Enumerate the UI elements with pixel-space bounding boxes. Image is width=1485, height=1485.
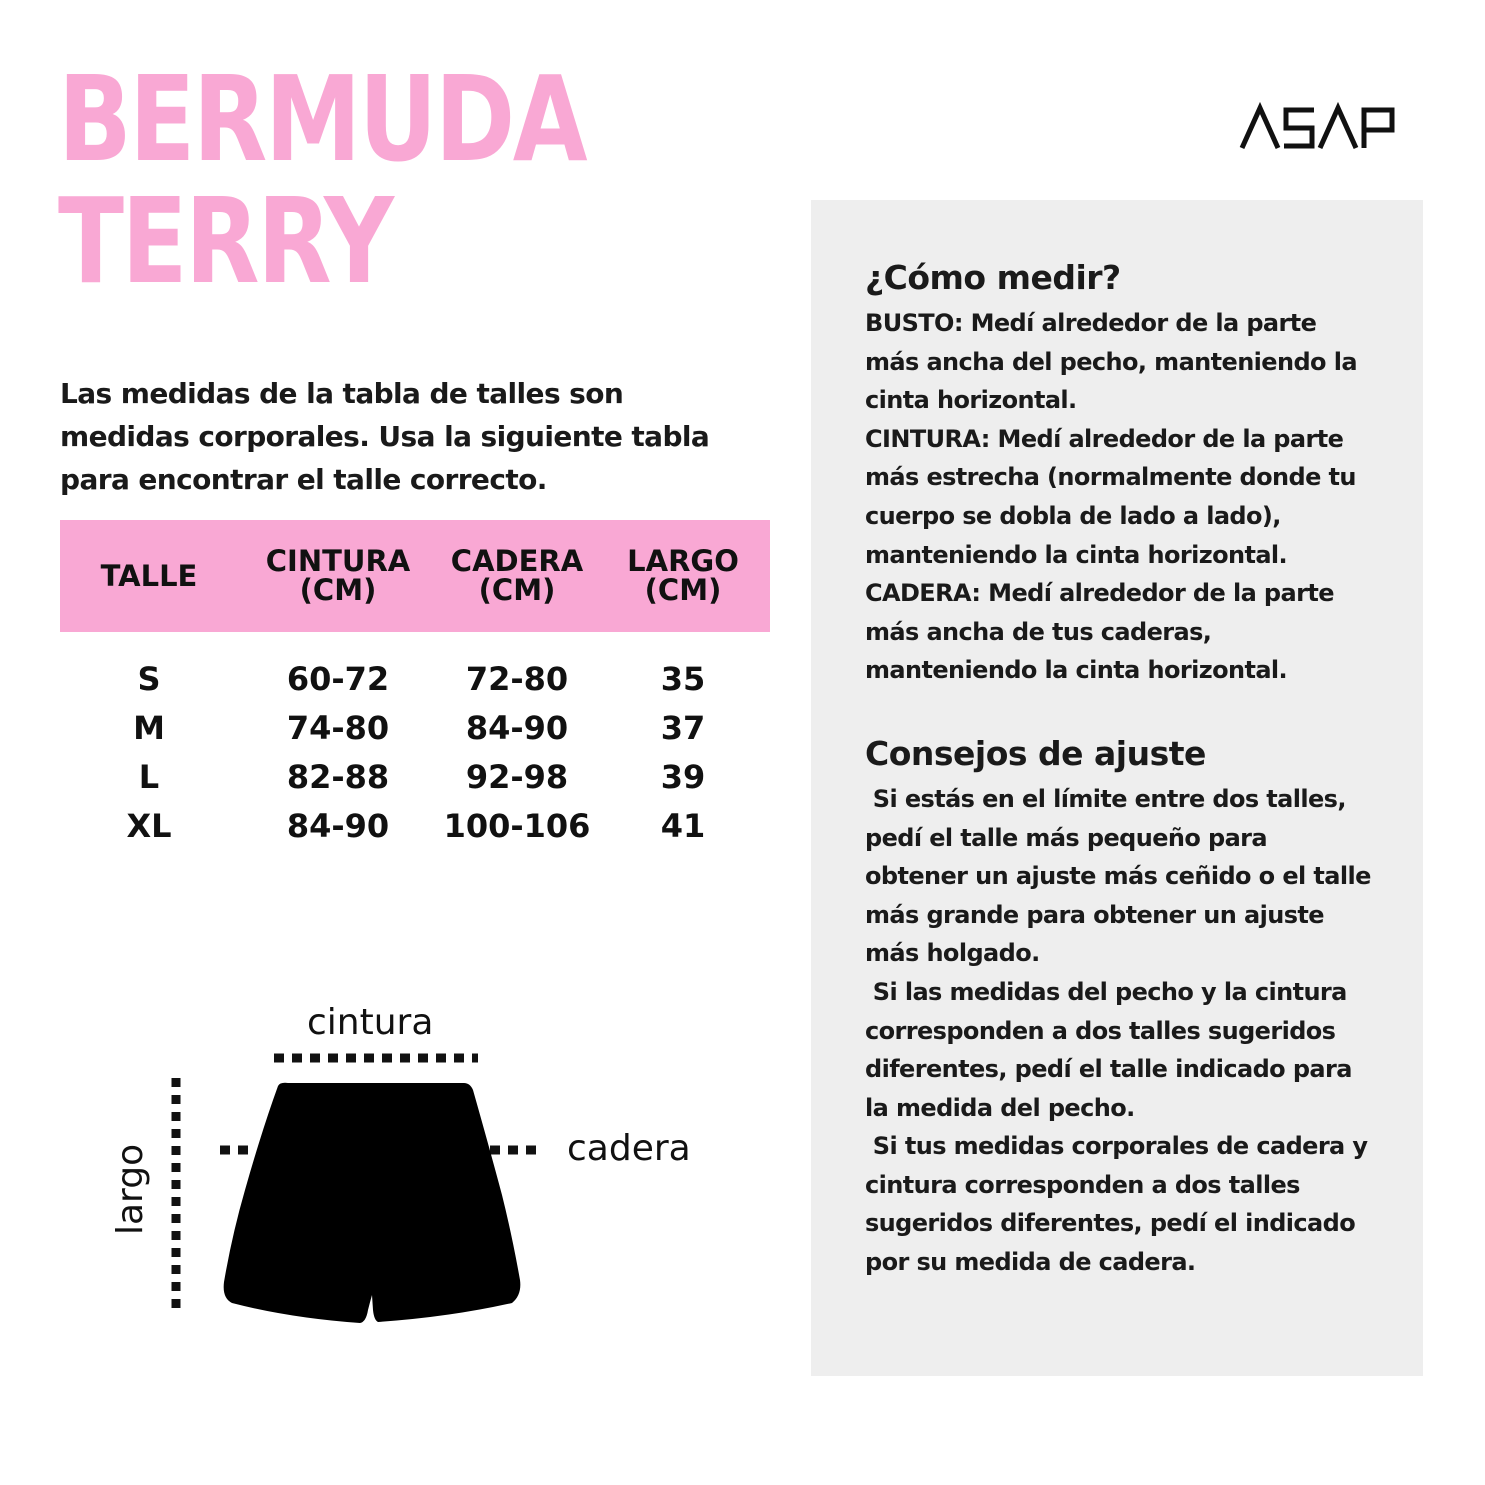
fit-tips-line: obtener un ajuste más ceñido o el talle (865, 862, 1371, 891)
cell-cadera: 72-80 (465, 659, 569, 698)
how-to-measure-line: manteniendo la cinta horizontal. (865, 656, 1288, 685)
cell-cintura: 82-88 (286, 757, 390, 796)
diagram-graphics (100, 990, 720, 1350)
how-to-measure-line: cuerpo se dobla de lado a lado), (865, 501, 1281, 530)
fit-tips-line: corresponden a dos talles sugeridos (865, 1016, 1336, 1045)
header-largo: LARGO (CM) (627, 544, 739, 607)
fit-tips-line: la medida del pecho. (865, 1093, 1135, 1122)
table-row (60, 801, 770, 850)
cell-talle: M (133, 708, 165, 747)
fit-tips-line: Si tus medidas corporales de cadera y (865, 1132, 1368, 1161)
fit-tips-line: Si las medidas del pecho y la cintura (865, 977, 1347, 1006)
how-to-measure-line: más estrecha (normalmente donde tu (865, 463, 1356, 492)
cell-cintura: 74-80 (286, 708, 390, 747)
fit-tips-line: sugeridos diferentes, pedí el indicado (865, 1209, 1356, 1238)
label-cintura: cintura (307, 1002, 434, 1043)
table-header (60, 520, 770, 632)
label-largo: largo (110, 1143, 151, 1235)
cell-cadera: 92-98 (465, 757, 569, 796)
fit-tips-line: por su medida de cadera. (865, 1248, 1196, 1277)
fit-tips-line: más grande para obtener un ajuste (865, 900, 1324, 929)
brand-logo (1238, 100, 1398, 156)
product-title-line-1: BERMUDA (58, 50, 586, 188)
product-title (58, 50, 586, 310)
how-to-measure-line: CADERA: Medí alrededor de la parte (865, 579, 1334, 608)
fit-tips-line: más holgado. (865, 939, 1040, 968)
how-to-measure-line: manteniendo la cinta horizontal. (865, 540, 1288, 569)
how-to-measure-title: ¿Cómo medir? (865, 258, 1121, 297)
table-row (60, 703, 770, 752)
how-to-measure-line: CINTURA: Medí alrededor de la parte (865, 424, 1344, 453)
cell-largo: 41 (660, 806, 706, 845)
header-cintura: CINTURA (CM) (265, 544, 411, 607)
table-row (60, 752, 770, 801)
cell-cadera: 100-106 (443, 806, 591, 845)
measurement-diagram (100, 990, 720, 1350)
info-panel-content (865, 258, 1405, 1282)
table-row (60, 654, 770, 703)
cell-largo: 39 (660, 757, 706, 796)
cell-cintura: 60-72 (286, 659, 390, 698)
cell-cintura: 84-90 (286, 806, 390, 845)
cell-largo: 35 (660, 659, 706, 698)
logo-letter-p (1364, 110, 1392, 148)
table-body (60, 632, 770, 850)
cell-talle: L (138, 757, 160, 796)
logo-letter-a1 (1242, 108, 1278, 148)
intro-text: Las medidas de la tabla de talles son medidas corporales. Usa la siguiente tabla para encontrar el talle correcto. (60, 377, 710, 496)
logo-letter-s (1284, 110, 1314, 146)
cell-talle: XL (126, 806, 172, 845)
header-cadera: CADERA (CM) (450, 544, 584, 607)
how-to-measure-line: más ancha de tus caderas, (865, 617, 1212, 646)
fit-tips-line: pedí el talle más pequeño para (865, 823, 1268, 852)
size-table (60, 520, 770, 850)
cell-talle: S (137, 659, 161, 698)
fit-tips-title: Consejos de ajuste (865, 733, 1206, 773)
product-title-line-2: TERRY (58, 172, 392, 310)
cell-largo: 37 (660, 708, 706, 747)
fit-tips-line: diferentes, pedí el talle indicado para (865, 1055, 1352, 1084)
info-panel (811, 200, 1423, 1376)
header-talle: TALLE (100, 558, 198, 593)
label-cadera: cadera (567, 1128, 691, 1169)
logo-letter-a2 (1320, 108, 1356, 148)
cell-cadera: 84-90 (465, 708, 569, 747)
how-to-measure-line: BUSTO: Medí alrededor de la parte (865, 309, 1317, 337)
how-to-measure-line: cinta horizontal. (865, 386, 1077, 415)
shorts-icon (224, 1083, 521, 1323)
fit-tips-line: cintura corresponden a dos talles (865, 1170, 1300, 1199)
fit-tips-line: Si estás en el límite entre dos talles, (865, 784, 1346, 813)
how-to-measure-line: más ancha del pecho, manteniendo la (865, 347, 1357, 376)
